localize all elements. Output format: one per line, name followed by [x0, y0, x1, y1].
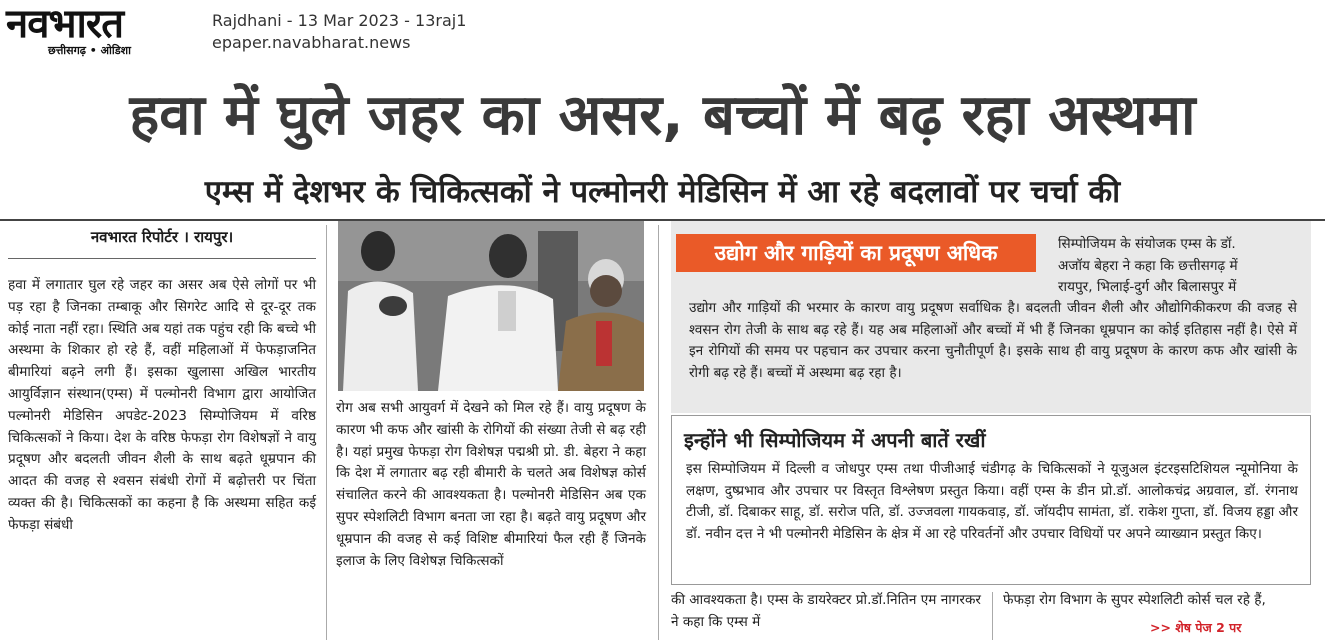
byline: नवभारत रिपोर्टर । रायपुर।: [90, 228, 234, 246]
box-text-intro: [1058, 234, 1303, 299]
column-divider: [658, 225, 659, 640]
article-headline: हवा में घुले जहर का असर, बच्चों में बढ़ रहा अस्थमा: [129, 83, 1196, 148]
box-title: इन्होंने भी सिम्पोजियम में अपनी बातें रखीं: [684, 428, 986, 452]
edition-info: [212, 10, 466, 54]
box-text-body: उद्योग और गाड़ियों की भरमार के कारण वायु प्रदूषण सर्वाधिक है। बदलती जीवन शैली और औद्योगिकीकरण की वजह से श्वसन रोग तेजी के साथ बढ़ रहे हैं। यह अब महिलाओं और बच्चों में भी हैं जिनका धूम्रपान का कोई इतिहास नहीं है। ऐसे में इन रोगियों की समय पर पहचान कर उपचार करना चुनौतीपूर्ण है। इसके साथ ही वायु प्रदूषण के कारण कफ और खांसी के रोगी बढ़ रहे हैं। बच्चों में अस्थमा बढ़ रहा है।: [689, 300, 1297, 381]
column-divider: [326, 225, 327, 640]
box-text-line: सिम्पोजियम के संयोजक एम्स के डॉ.: [1058, 236, 1236, 252]
article-column-1: हवा में लगातार घुल रहे जहर का असर अब ऐसे लोगों पर भी पड़ रहा है जिनका तम्बाकू और सिगरेट आदि से दूर-दूर तक कोई नाता नहीं रहा। स्थिति अब यहां तक पहुंच रही कि बच्चे भी अस्थमा के शिकार हो रहे हैं, वहीं महिलाओं में फेफड़ाजनित बीमारियां बढ़ने लगी हैं। इसका खुलासा अखिल भारतीय आयुर्विज्ञान संस्थान(एम्स) में पल्मोनरी विभाग द्वारा आयोजित पल्मोनरी मेडिसिन अपडेट-2023 सिम्पोजियम में वरिष्ठ चिकित्सकों ने किया। देश के वरिष्ठ फेफड़ा रोग विशेषज्ञों ने वायु प्रदूषण और बदलती जीवन शैली के साथ बढ़ते धूम्रपान की आदत की वजह से श्वसन संबंधी रोगों में बढ़ोत्तरी पर चिंता व्यक्त की है। चिकित्सकों का कहना है कि अस्थमा सहित कई फेफड़ा संबंधी: [8, 277, 316, 533]
box-text-line: अजॉय बेहरा ने कहा कि छत्तीसगढ़ में: [1058, 257, 1238, 274]
box-text-body: इस सिम्पोजियम में दिल्ली व जोधपुर एम्स तथा पीजीआई चंडीगढ़ के चिकित्सकों ने यूजुअल इंटरइसटिशियल न्यूमोनिया के लक्षण, दुष्प्रभाव और उपचार पर विस्तृत विश्लेषण प्रस्तुत किया। वहीं एम्स के डीन प्रो.डॉ. आलोकचंद्र अग्रवाल, डॉ. रंगनाथ टीजी, डॉ. दिबाकर साहू, डॉ. सरोज पति, डॉ. उज्जवला गायकवाड़, डॉ. जॉयदीप सामंता, डॉ. राकेश गुप्ता, डॉ. विजय हड्डा और डॉ. नवीन दत्त ने भी पल्मोनरी मेडिसिन के क्षेत्र में आ रहे परिवर्तनों और उपचार विधियों पर अपने व्याख्यान प्रस्तुत किए।: [686, 461, 1299, 542]
article-column-3: की आवश्यकता है। एम्स के डायरेक्टर प्रो.डॉ.नितिन एम नागरकर ने कहा कि एम्स में: [671, 592, 981, 630]
column-divider: [992, 592, 993, 640]
logo-subtitle: छत्तीसगढ़ • ओडिशा: [48, 44, 131, 57]
article-photo: [338, 221, 644, 391]
edition-line: Rajdhani - 13 Mar 2023 - 13raj1: [212, 11, 467, 30]
divider: [8, 258, 316, 259]
continued-link[interactable]: >> शेष पेज 2 पर: [1150, 620, 1242, 635]
article-column-4: फेफड़ा रोग विभाग के सुपर स्पेशलिटी कोर्स चल रहे हैं,: [1003, 592, 1266, 608]
article-column-2: रोग अब सभी आयुवर्ग में देखने को मिल रहे हैं। वायु प्रदूषण के कारण भी कफ और खांसी के रोगियों की संख्या तेजी से बढ़ रही है। यहां प्रमुख फेफड़ा रोग विशेषज्ञ पद्मश्री प्रो. डी. बेहरा ने कहा कि देश में लगातार बढ़ रही बीमारी के चलते अब विशेषज्ञ कोर्स संचालित करने की आवश्यकता है। पल्मोनरी मेडिसिन अब एक सुपर स्पेशलिटी विभाग बनता जा रहा है। बढ़ते वायु प्रदूषण और धूम्रपान की वजह से कई विशिष्ट बीमारियां फैल रही हैं जिनके इलाज के लिए विशेषज्ञ चिकित्सकों: [336, 400, 646, 569]
box-title: उद्योग और गाड़ियों का प्रदूषण अधिक: [676, 234, 1036, 272]
logo-text: नवभारत: [6, 0, 124, 47]
photo-three-doctors-icon: [338, 221, 644, 391]
article-subheadline: एम्स में देशभर के चिकित्सकों ने पल्मोनरी मेडिसिन में आ रहे बदलावों पर चर्चा की: [204, 174, 1121, 210]
box-text-line: रायपुर, भिलाई-दुर्ग और बिलासपुर में: [1058, 279, 1237, 296]
newspaper-logo: [6, 0, 196, 61]
site-url: epaper.navabharat.news: [212, 33, 411, 52]
